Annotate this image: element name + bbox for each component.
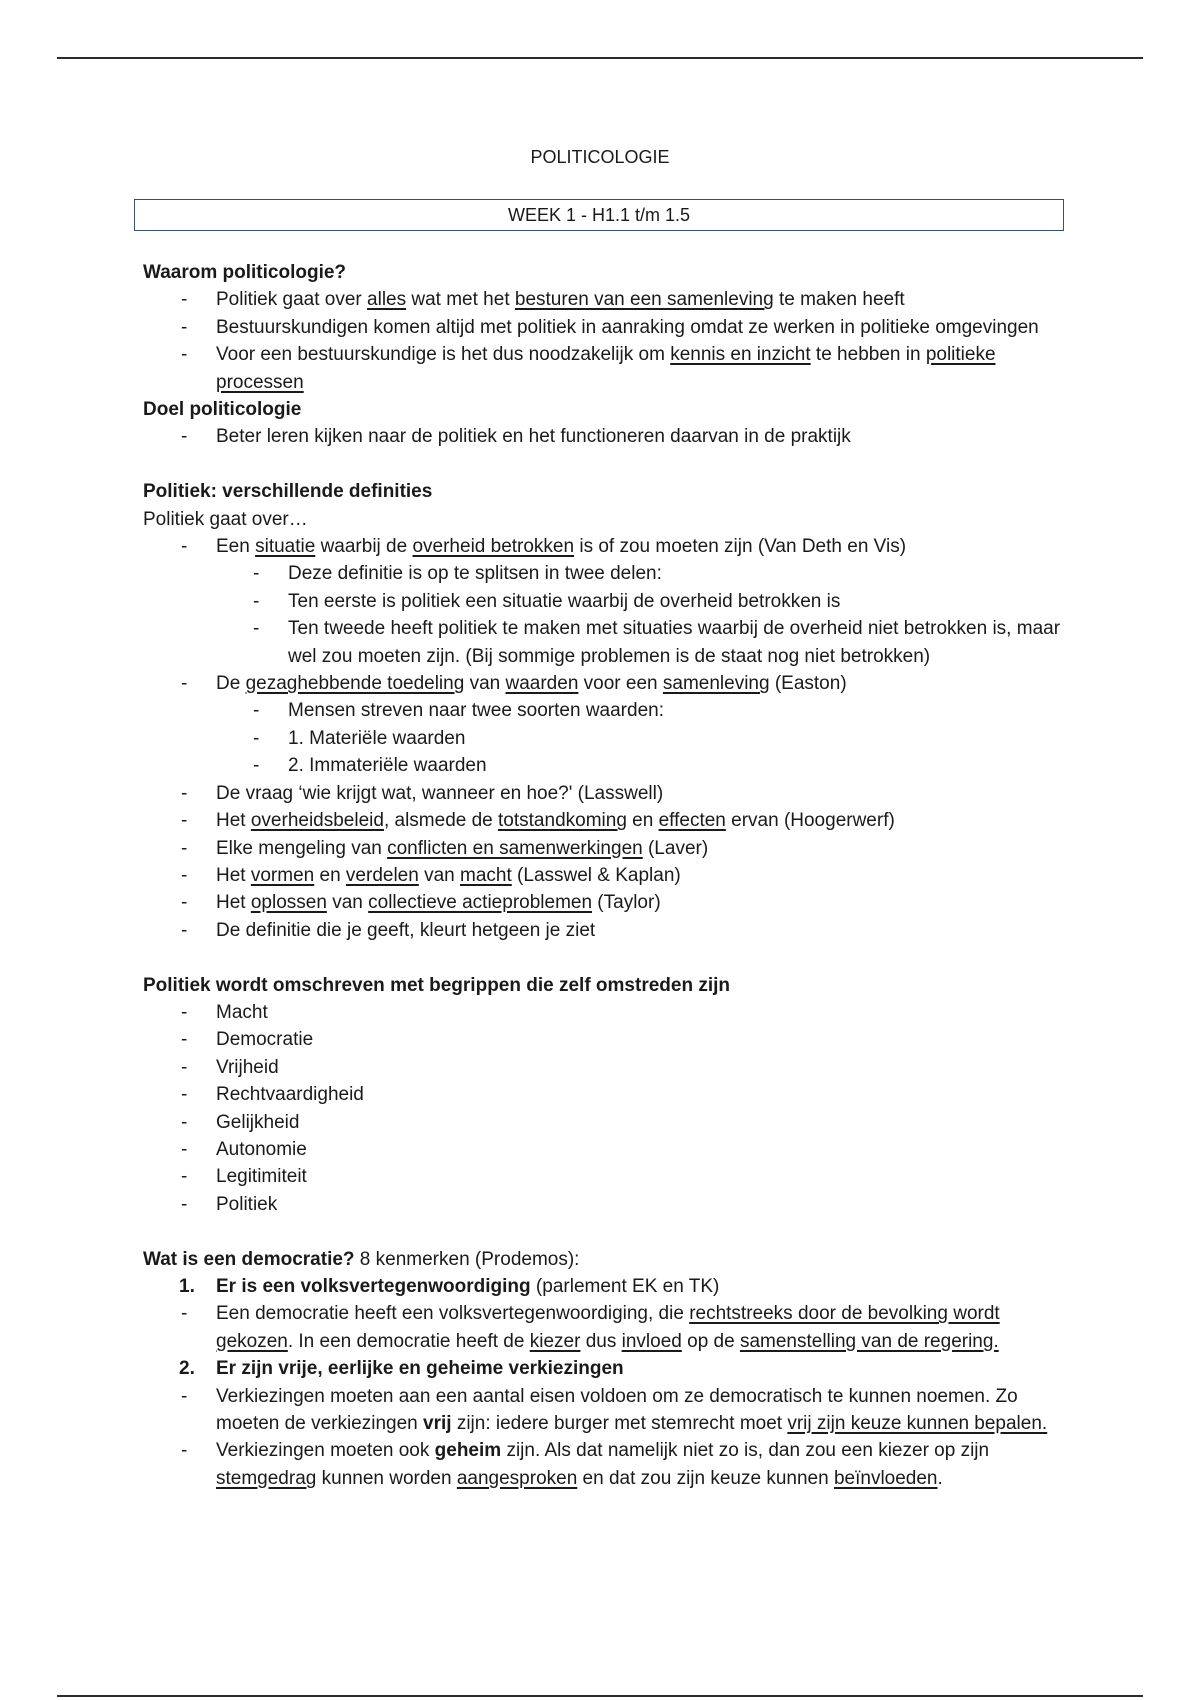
bullet-marker: - (181, 1303, 188, 1325)
document-body (143, 259, 1063, 1492)
list-item: - Verkiezingen moeten aan een aantal eisen voldoen om ze democratisch te kunnen noemen. Zo moeten de verkiezingen vrij zijn: iedere burger met stemrecht moet vrij zijn keuze kunnen bepalen. (143, 1383, 1063, 1438)
bullet-marker: - (181, 1084, 188, 1106)
bullet-marker: - (181, 837, 188, 859)
list-item: - Het vormen en verdelen van macht (Lasswel & Kaplan) (143, 862, 1063, 889)
list-item: - Gelijkheid (143, 1109, 1063, 1136)
bullet-marker: - (181, 1166, 188, 1188)
heading-begrippen: Politiek wordt omschreven met begrippen die zelf omstreden zijn (143, 974, 731, 996)
sub-list-item: - Deze definitie is op te splitsen in twee delen: (143, 560, 1063, 587)
heading-democratie: Wat is een democratie? 8 kenmerken (Prodemos): (143, 1248, 580, 1270)
list-item: - Rechtvaardigheid (143, 1081, 1063, 1108)
bullet-marker: - (181, 810, 188, 832)
bullet-marker: - (253, 590, 260, 612)
heading-definities: Politiek: verschillende definities (143, 481, 433, 503)
bullet-marker: - (181, 864, 188, 886)
bullet-marker: - (181, 1138, 188, 1160)
bullet-marker: - (181, 289, 188, 311)
bullet-marker: - (181, 1056, 188, 1078)
document-title: POLITICOLOGIE (530, 147, 670, 167)
list-item: - Autonomie (143, 1136, 1063, 1163)
bullet-marker: - (181, 316, 188, 338)
list-item: - Een democratie heeft een volksvertegenwoordiging, die rechtstreeks door de bevolking wordt gekozen. In een democratie heeft de kiezer dus invloed op de samenstelling van de regering. (143, 1300, 1063, 1355)
bullet-marker: - (181, 1029, 188, 1051)
bullet-marker: - (181, 919, 188, 941)
list-item: - Democratie (143, 1026, 1063, 1053)
bullet-marker: - (181, 1193, 188, 1215)
bullet-marker: - (181, 673, 188, 695)
list-item: - Macht (143, 999, 1063, 1026)
heading-doel-politicologie: Doel politicologie (143, 399, 302, 421)
list-item: - Vrijheid (143, 1054, 1063, 1081)
sub-list-item: - Ten eerste is politiek een situatie waarbij de overheid betrokken is (143, 588, 1063, 615)
list-item: - Legitimiteit (143, 1163, 1063, 1190)
sub-list-item: - Mensen streven naar twee soorten waarden: (143, 697, 1063, 724)
footer-rule (57, 1695, 1143, 1697)
spacer (143, 451, 1063, 478)
header-rule (57, 57, 1143, 59)
list-item: - De definitie die je geeft, kleurt hetgeen je ziet (143, 917, 1063, 944)
numbered-item: 2. Er zijn vrije, eerlijke en geheime verkiezingen (143, 1355, 1063, 1382)
list-item: - De gezaghebbende toedeling van waarden voor een samenleving (Easton) (143, 670, 1063, 697)
list-item: - Verkiezingen moeten ook geheim zijn. Als dat namelijk niet zo is, dan zou een kiezer op zijn stemgedrag kunnen worden aangesproken en dat zou zijn keuze kunnen beïnvloeden. (143, 1437, 1063, 1492)
list-item: - Het oplossen van collectieve actieproblemen (Taylor) (143, 889, 1063, 916)
bullet-marker: - (181, 1111, 188, 1133)
bullet-marker: - (253, 563, 260, 585)
sub-list-item: - 2. Immateriële waarden (143, 752, 1063, 779)
list-item: - Voor een bestuurskundige is het dus noodzakelijk om kennis en inzicht te hebben in politieke processen (143, 341, 1063, 396)
number-marker: 2. (179, 1358, 195, 1380)
list-item: - Politiek gaat over alles wat met het besturen van een samenleving te maken heeft (143, 286, 1063, 313)
list-item: - Politiek (143, 1191, 1063, 1218)
bullet-marker: - (253, 727, 260, 749)
bullet-marker: - (181, 1440, 188, 1462)
bullet-marker: - (181, 536, 188, 558)
list-item: - De vraag ‘wie krijgt wat, wanneer en hoe?' (Lasswell) (143, 780, 1063, 807)
bullet-marker: - (253, 755, 260, 777)
sub-list-item: - 1. Materiële waarden (143, 725, 1063, 752)
bullet-marker: - (181, 426, 188, 448)
bullet-marker: - (181, 344, 188, 366)
spacer (143, 944, 1063, 971)
bullet-marker: - (253, 700, 260, 722)
heading-waarom-politicologie: Waarom politicologie? (143, 262, 347, 283)
list-item: - Beter leren kijken naar de politiek en het functioneren daarvan in de praktijk (143, 423, 1063, 450)
numbered-item: 1. Er is een volksvertegenwoordiging (parlement EK en TK) (143, 1273, 1063, 1300)
list-item: - Bestuurskundigen komen altijd met politiek in aanraking omdat ze werken in politieke omgevingen (143, 314, 1063, 341)
bullet-marker: - (253, 618, 260, 640)
bullet-marker: - (181, 1385, 188, 1407)
list-item: - Elke mengeling van conflicten en samenwerkingen (Laver) (143, 835, 1063, 862)
list-item: - Een situatie waarbij de overheid betrokken is of zou moeten zijn (Van Deth en Vis) (143, 533, 1063, 560)
bullet-marker: - (181, 892, 188, 914)
number-marker: 1. (179, 1275, 195, 1297)
intro-text: Politiek gaat over… (143, 508, 308, 530)
bullet-marker: - (181, 1001, 188, 1023)
week-header-box: WEEK 1 - H1.1 t/m 1.5 (134, 199, 1064, 231)
bullet-marker: - (181, 782, 188, 804)
spacer (143, 1218, 1063, 1245)
sub-list-item: - Ten tweede heeft politiek te maken met situaties waarbij de overheid niet betrokken is, maar wel zou moeten zijn. (Bij sommige problemen is de staat nog niet betrokken) (143, 615, 1063, 670)
list-item: - Het overheidsbeleid, alsmede de totstandkoming en effecten ervan (Hoogerwerf) (143, 807, 1063, 834)
